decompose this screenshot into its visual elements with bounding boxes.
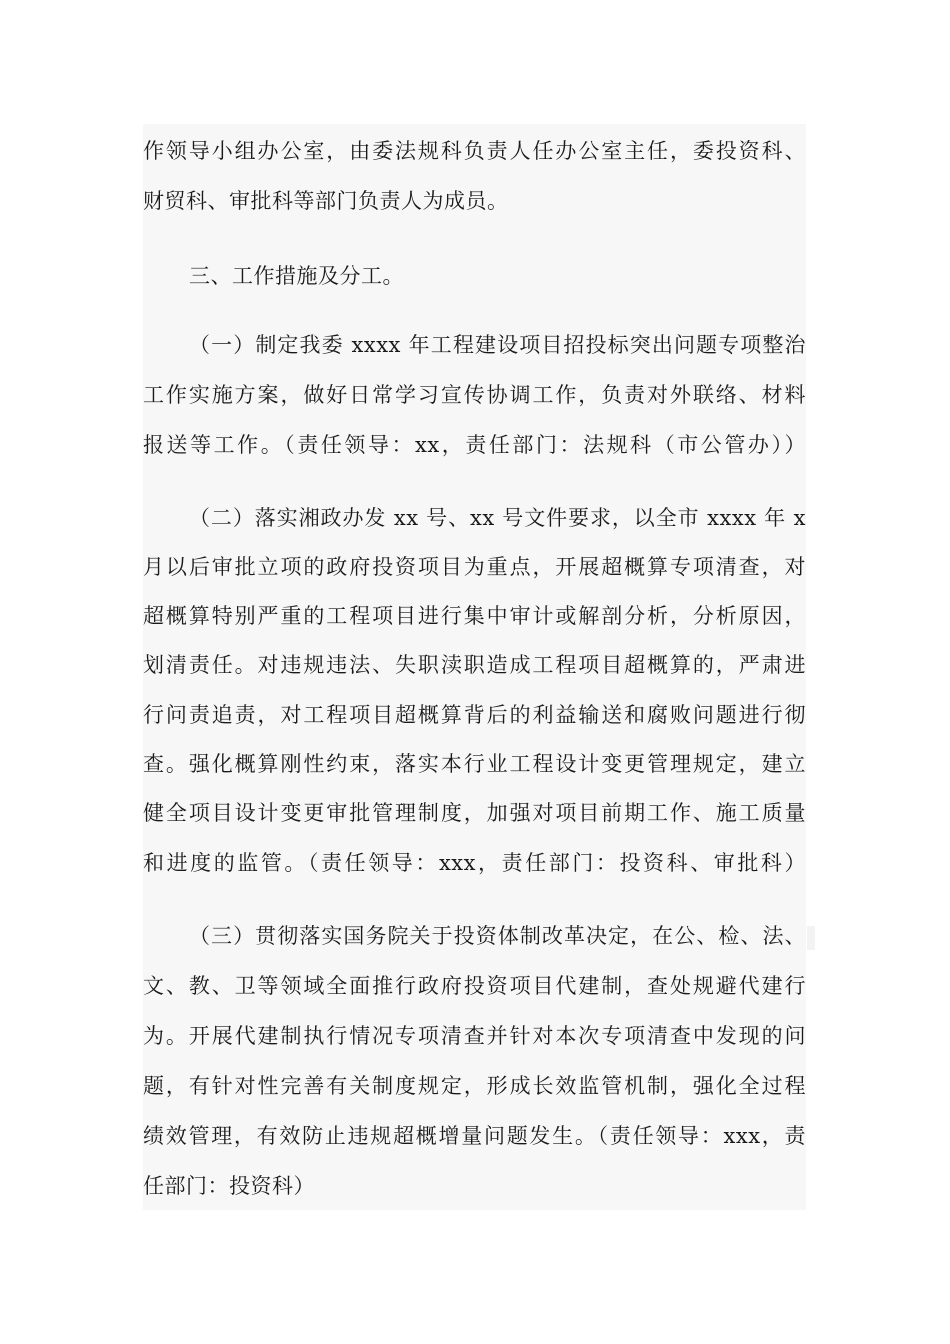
document-body	[143, 124, 806, 1210]
body-line: （二）落实湘政办发 xx 号、xx 号文件要求，以全市 xxxx 年 x	[189, 506, 806, 530]
body-line: 绩效管理，有效防止违规超概增量问题发生。（责任领导：xxx，责	[143, 1124, 806, 1148]
body-line: 任部门：投资科）	[143, 1174, 315, 1198]
body-line: 报送等工作。（责任领导：xx，责任部门：法规科（市公管办））	[143, 433, 806, 457]
body-line: 财贸科、审批科等部门负责人为成员。	[143, 189, 509, 213]
body-line: （一）制定我委 xxxx 年工程建设项目招投标突出问题专项整治	[189, 333, 806, 357]
margin-shadow	[807, 926, 815, 950]
body-line: （三）贯彻落实国务院关于投资体制改革决定，在公、检、法、	[189, 924, 806, 948]
body-line: 月以后审批立项的政府投资项目为重点，开展超概算专项清查，对	[143, 555, 806, 579]
body-line: 行问责追责，对工程项目超概算背后的利益输送和腐败问题进行彻	[143, 703, 806, 727]
body-line: 工作实施方案，做好日常学习宣传协调工作，负责对外联络、材料	[143, 383, 806, 407]
body-line: 和进度的监管。（责任领导：xxx，责任部门：投资科、审批科）	[143, 851, 806, 875]
body-line: 超概算特别严重的工程项目进行集中审计或解剖分析，分析原因，	[143, 604, 806, 628]
body-line: 作领导小组办公室，由委法规科负责人任办公室主任，委投资科、	[143, 139, 806, 163]
body-line: 题，有针对性完善有关制度规定，形成长效监管机制，强化全过程	[143, 1074, 806, 1098]
body-line: 为。开展代建制执行情况专项清查并针对本次专项清查中发现的问	[143, 1024, 806, 1048]
body-line: 文、教、卫等领域全面推行政府投资项目代建制，查处规避代建行	[143, 974, 806, 998]
body-line: 划清责任。对违规违法、失职渎职造成工程项目超概算的，严肃进	[143, 653, 806, 677]
body-line: 健全项目设计变更审批管理制度，加强对项目前期工作、施工质量	[143, 801, 806, 825]
body-line: 查。强化概算刚性约束，落实本行业工程设计变更管理规定，建立	[143, 752, 806, 776]
section-heading: 三、工作措施及分工。	[189, 264, 404, 288]
